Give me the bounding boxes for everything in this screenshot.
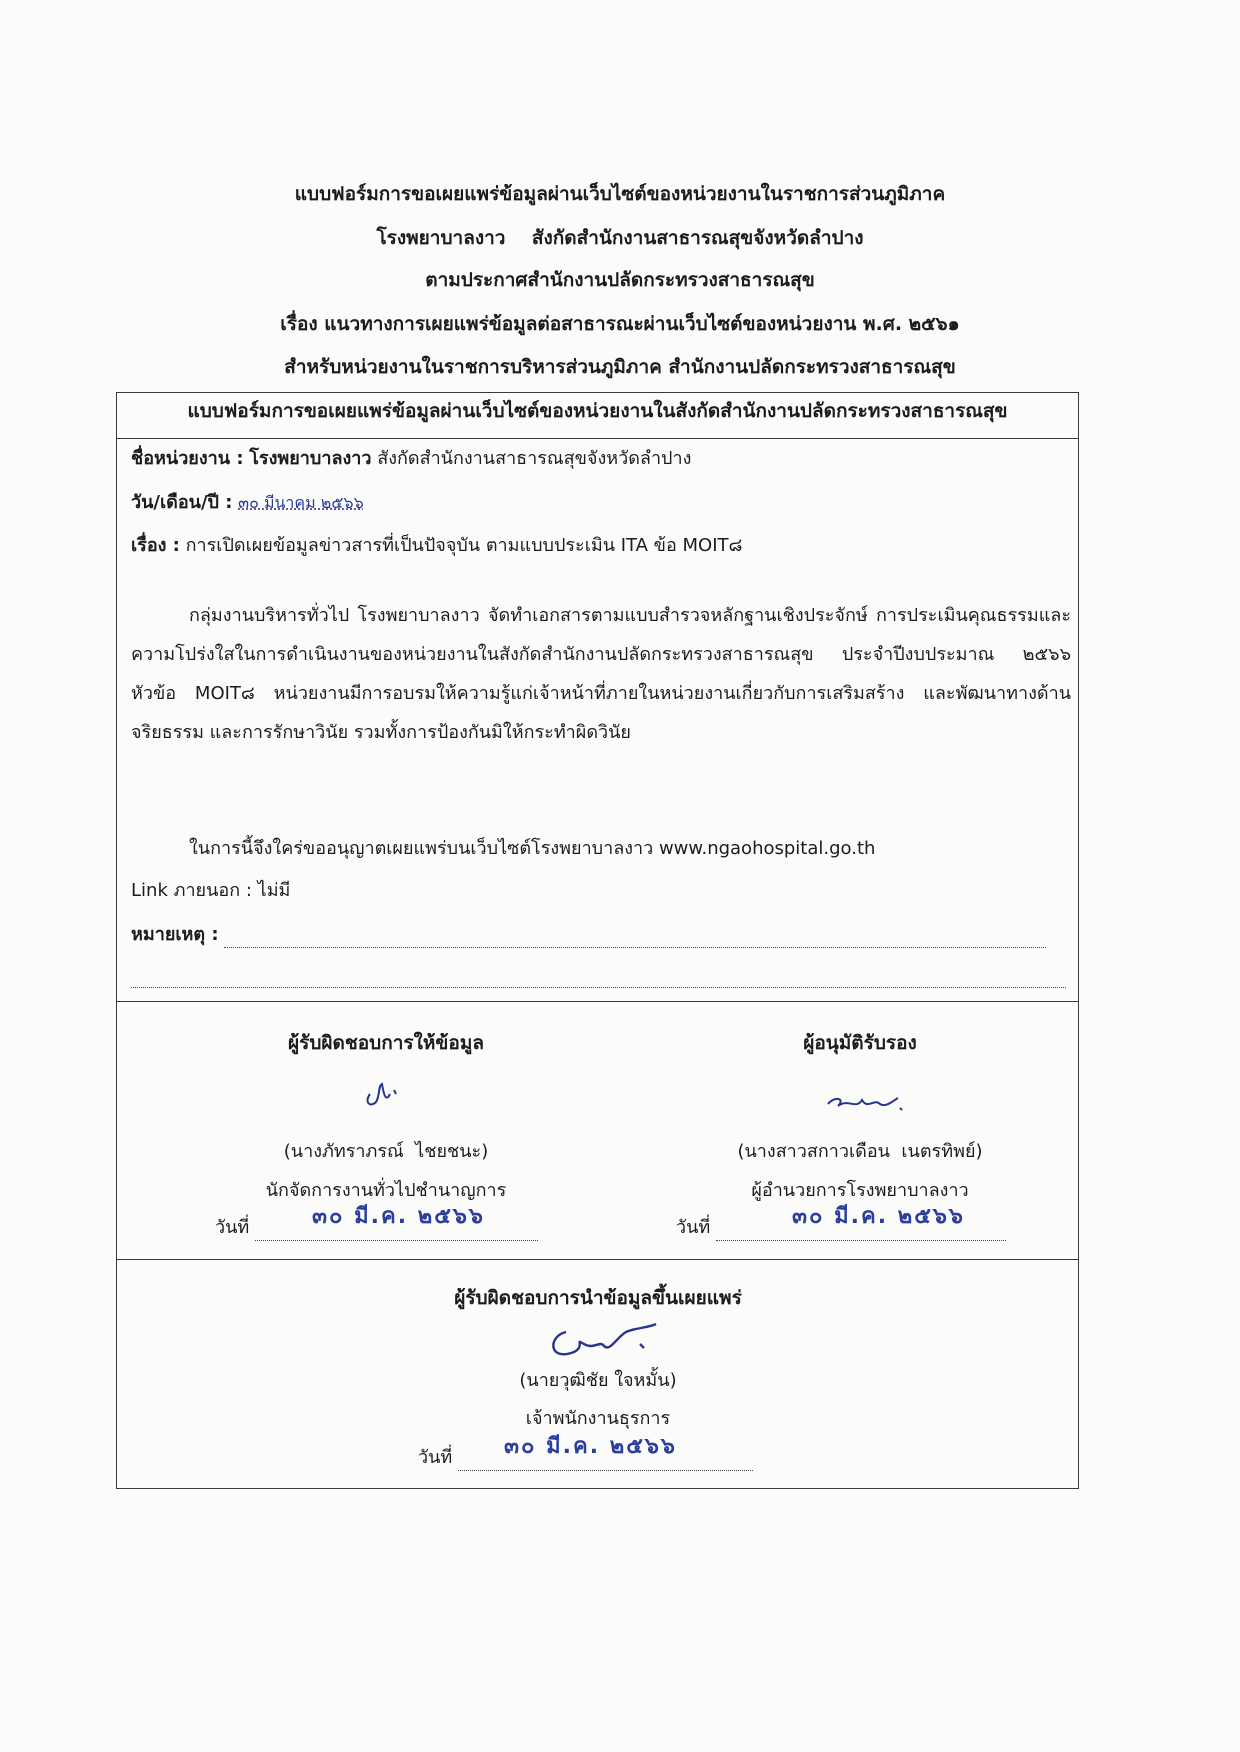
- link-value: ไม่มี: [257, 880, 291, 901]
- publisher-date-stamp: ๓๐ มี.ค. ๒๕๖๖: [504, 1434, 677, 1459]
- subject-row: [131, 533, 742, 559]
- responsible-info-date-label: วันที่: [215, 1217, 250, 1238]
- remark-line-2: [131, 987, 1066, 988]
- remark-row-2: [131, 962, 1066, 988]
- header-line-3: ตามประกาศสำนักงานปลัดกระทรวงสาธารณสุข: [425, 269, 815, 291]
- approver-title: ผู้อนุมัติรับรอง: [803, 1032, 917, 1054]
- body-paragraph: [131, 596, 1071, 752]
- link-label: Link ภายนอก :: [131, 880, 252, 901]
- agency-row: [131, 446, 691, 472]
- divider-signatures: [116, 1001, 1079, 1002]
- approver-name: (นางสาวสกาวเดือน เนตรทิพย์): [737, 1141, 983, 1162]
- responsible-info-date-stamp: ๓๐ มี.ค. ๒๕๖๖: [312, 1204, 485, 1229]
- publisher-title: ผู้รับผิดชอบการนำข้อมูลขึ้นเผยแพร่: [454, 1287, 742, 1309]
- remark-line-1: [224, 947, 1046, 948]
- date-row: [131, 490, 364, 516]
- agency-affiliation: สังกัดสำนักงานสาธารณสุขจังหวัดลำปาง: [377, 448, 692, 469]
- external-link-row: [131, 878, 290, 904]
- divider-publisher: [116, 1259, 1079, 1260]
- remark-label: หมายเหตุ :: [131, 924, 219, 945]
- publisher-date-line: [458, 1470, 753, 1471]
- signature-publisher: [544, 1318, 664, 1366]
- remark-row: [131, 922, 1046, 948]
- date-value: ๓๐ มีนาคม ๒๕๖๖: [238, 493, 364, 512]
- agency-name: โรงพยาบาลงาว: [249, 448, 372, 469]
- divider-title: [116, 438, 1079, 439]
- signature-responsible-info: [360, 1076, 410, 1118]
- header-line-1: แบบฟอร์มการขอเผยแพร่ข้อมูลผ่านเว็บไซต์ของหน่วยงานในราชการส่วนภูมิภาค: [294, 183, 946, 205]
- responsible-info-position: นักจัดการงานทั่วไปชำนาญการ: [265, 1180, 507, 1201]
- publisher-date-label: วันที่: [418, 1447, 453, 1468]
- request-paragraph: ในการนี้จึงใคร่ขออนุญาตเผยแพร่บนเว็บไซต์โรงพยาบาลงาว www.ngaohospital.go.th: [189, 838, 876, 859]
- approver-date-stamp: ๓๐ มี.ค. ๒๕๖๖: [792, 1204, 965, 1229]
- subject-label: เรื่อง :: [131, 535, 180, 556]
- header-line-5: สำหรับหน่วยงานในราชการบริหารส่วนภูมิภาค สำนักงานปลัดกระทรวงสาธารณสุข: [284, 356, 956, 378]
- date-label: วัน/เดือน/ปี :: [131, 492, 233, 513]
- approver-position: ผู้อำนวยการโรงพยาบาลงาว: [751, 1180, 969, 1201]
- header-line-2: โรงพยาบาลงาว สังกัดสำนักงานสาธารณสุขจังหวัดลำปาง: [376, 227, 864, 249]
- subject-value: การเปิดเผยข้อมูลข่าวสารที่เป็นปัจจุบัน ตามแบบประเมิน ITA ข้อ MOIT๘: [185, 535, 743, 556]
- responsible-info-date-line: [255, 1240, 538, 1241]
- header-line-4: เรื่อง แนวทางการเผยแพร่ข้อมูลต่อสาธารณะผ่านเว็บไซต์ของหน่วยงาน พ.ศ. ๒๕๖๑: [280, 313, 960, 335]
- paragraph-1-text: กลุ่มงานบริหารทั่วไป โรงพยาบาลงาว จัดทำเอกสารตามแบบสำรวจหลักฐานเชิงประจักษ์ การประเมินคุณธรรมและความโปร่งใสในการดำเนินงานของหน่วยงานในสังกัดสำนักงานปลัดกระทรวงสาธารณสุข ประจำปีงบประมาณ ๒๕๖๖ หัวข้อ MOIT๘ หน่วยงานมีการอบรมให้ความรู้แก่เจ้าหน้าที่ภายในหน่วยงานเกี่ยวกับการเสริมสร้าง และพัฒนาทางด้านจริยธรรม และการรักษาวินัย รวมทั้งการป้องกันมิให้กระทำผิดวินัย: [131, 605, 1071, 743]
- form-title: แบบฟอร์มการขอเผยแพร่ข้อมูลผ่านเว็บไซต์ของหน่วยงานในสังกัดสำนักงานปลัดกระทรวงสาธารณสุข: [187, 400, 1008, 422]
- responsible-info-title: ผู้รับผิดชอบการให้ข้อมูล: [288, 1032, 484, 1054]
- responsible-info-name: (นางภัทราภรณ์ ไชยชนะ): [283, 1141, 489, 1162]
- publisher-name: (นายวุฒิชัย ใจหมั้น): [519, 1370, 677, 1391]
- publisher-position: เจ้าพนักงานธุรการ: [525, 1408, 671, 1429]
- approver-date-line: [716, 1240, 1006, 1241]
- approver-date-label: วันที่: [676, 1217, 711, 1238]
- agency-label: ชื่อหน่วยงาน :: [131, 448, 244, 469]
- signature-approver: [824, 1088, 904, 1118]
